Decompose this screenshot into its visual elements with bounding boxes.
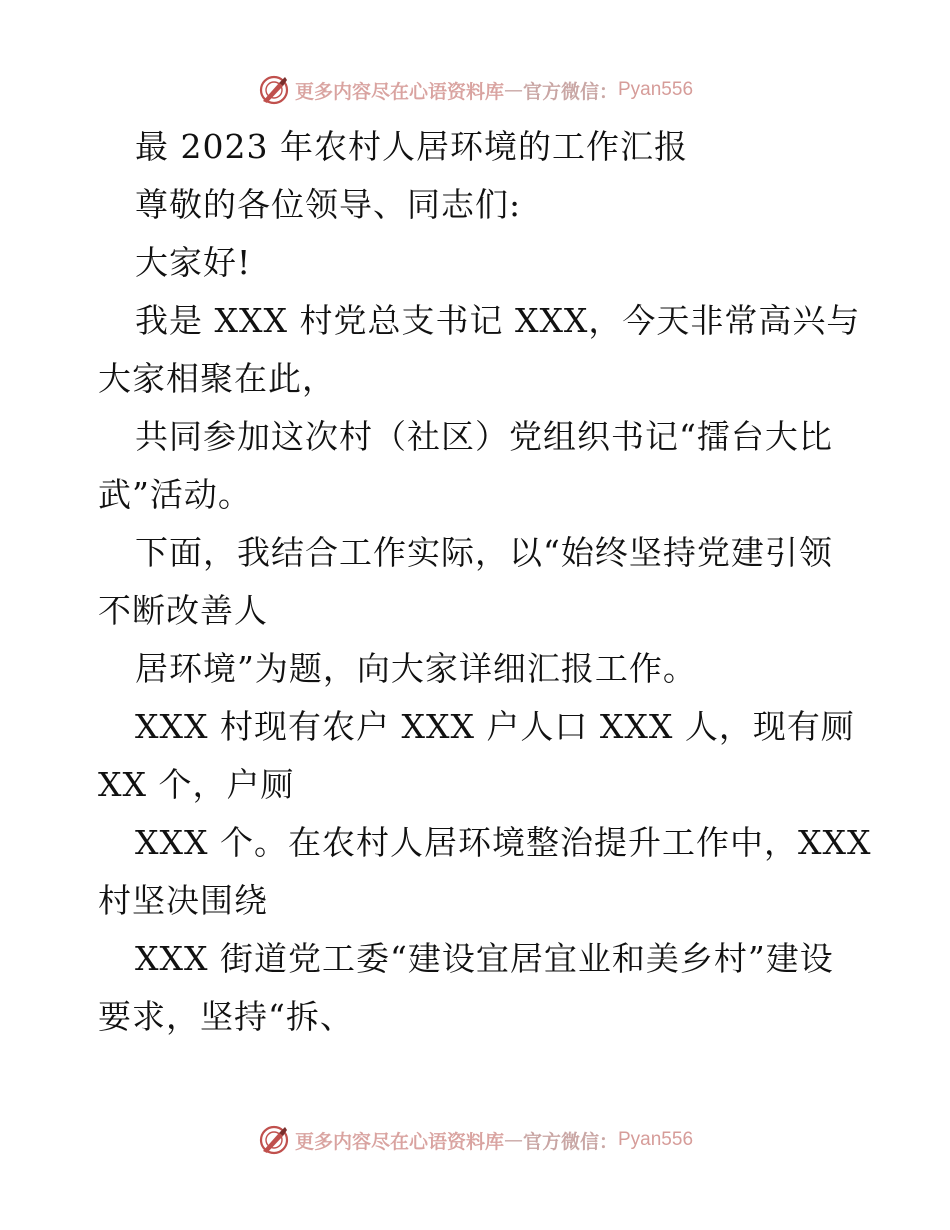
paragraph-line: 下面，我结合工作实际，以“始终坚持党建引领: [135, 533, 833, 572]
paragraph-line: XX 个，户厕: [98, 765, 295, 804]
pen-logo-icon: [257, 73, 291, 107]
document-title: 最 2023 年农村人居环境的工作汇报: [135, 127, 688, 166]
paragraph-line: XXX 街道党工委“建设宜居宜业和美乡村”建设: [135, 939, 834, 978]
document-body: [98, 118, 872, 1046]
paragraph-line: 共同参加这次村（社区）党组织书记“擂台大比: [135, 417, 833, 456]
pen-logo-icon: [257, 1123, 291, 1157]
banner-separator: —: [503, 1129, 523, 1151]
paragraph-line: XXX 个。在农村人居环境整治提升工作中，XXX: [135, 823, 872, 862]
paragraph-line: XXX 村现有农户 XXX 户人口 XXX 人，现有厕: [135, 707, 855, 746]
banner-wechat-label: 官方微信：: [522, 80, 618, 103]
header-banner: [0, 70, 950, 110]
paragraph-line: 要求，坚持“拆、: [98, 997, 354, 1036]
banner-main-text: 更多内容尽在心语资料库: [294, 80, 504, 103]
footer-banner: [0, 1120, 950, 1160]
salutation: 尊敬的各位领导、同志们:: [135, 185, 522, 224]
paragraph-line: 我是 XXX 村党总支书记 XXX，今天非常高兴与: [135, 301, 861, 340]
banner-separator: —: [503, 79, 523, 101]
banner-wechat-id: Pyan556: [618, 79, 694, 100]
greeting: 大家好!: [135, 243, 252, 282]
banner-main-text: 更多内容尽在心语资料库: [294, 1130, 504, 1153]
banner-wechat-id: Pyan556: [618, 1129, 694, 1150]
paragraph-line: 居环境”为题，向大家详细汇报工作。: [135, 649, 697, 688]
banner-wechat-label: 官方微信：: [522, 1130, 618, 1153]
paragraph-line: 大家相聚在此，: [98, 359, 336, 398]
paragraph-line: 村坚决围绕: [98, 881, 268, 920]
paragraph-line: 武”活动。: [98, 475, 252, 514]
paragraph-line: 不断改善人: [98, 591, 268, 630]
